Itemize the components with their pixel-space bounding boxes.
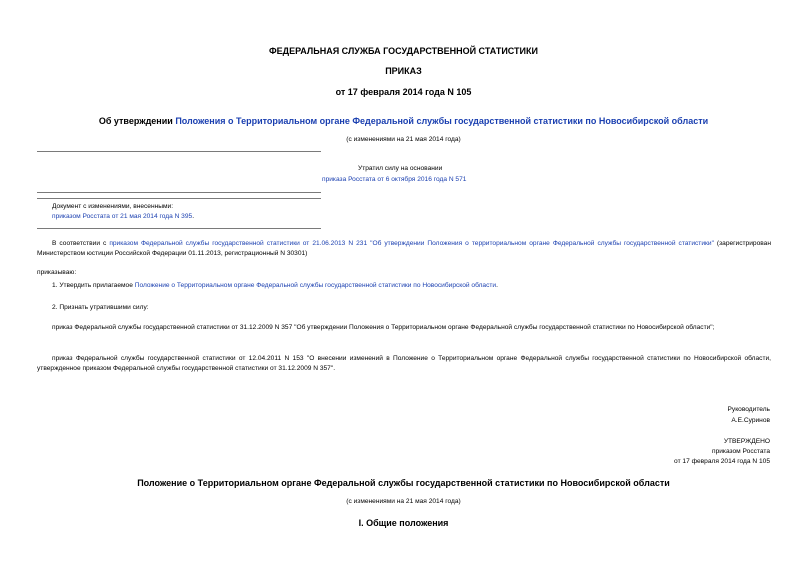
amended-note: (с изменениями на 21 мая 2014 года) [346, 136, 461, 143]
item-1-prefix: 1. Утвердить прилагаемое [52, 282, 135, 289]
changes-entry [52, 212, 194, 221]
approved-label: УТВЕРЖДЕНО [723, 438, 770, 445]
preamble-paragraph [37, 239, 771, 259]
preamble-suffix: (зарегистрирован Министерством юстиции Российской Федерации 01.11.2013, регистрационный N 30301) [37, 240, 771, 257]
regulation-link[interactable]: Положения о Территориальном органе Федеральной службы государственной статистики по Новосибирской области [175, 116, 709, 126]
expired-order-link[interactable]: приказа Росстата от 6 октября 2016 года N 571 [322, 176, 467, 183]
order-title-prefix: Об утверждении [98, 116, 176, 126]
regulation-amended-note: (с изменениями на 21 мая 2014 года) [346, 498, 461, 505]
divider [37, 228, 321, 229]
preamble-prefix: В соответствии с [52, 240, 110, 247]
repealed-order-2: приказ Федеральной службы государственной статистики от 12.04.2011 N 153 "О внесении изменений в Положение о Территориальном органе Федеральной службы государственной статистики по Новосибирской области, утвержденное приказом Федеральной службы государственной статистики от 31.12.2009 N 357". [37, 355, 771, 372]
item-1-suffix: . [496, 282, 498, 289]
preamble-order-link[interactable]: приказом Федеральной службы государственной статистики от 21.06.2013 N 231 "Об утверждении Положения о территориальном органе Федеральной службы государственной статистики" [109, 240, 714, 247]
doc-type-heading: ПРИКАЗ [385, 66, 422, 76]
signatory-role: Руководитель [727, 406, 770, 413]
amending-order-link[interactable]: приказом Росстата от 21 мая 2014 года N 395 [52, 213, 193, 220]
repealed-order-1: приказ Федеральной службы государственной статистики от 31.12.2009 N 357 "Об утверждении Положения о Территориальном органе Федеральной службы государственной статистики по Новосибирской области"; [52, 324, 715, 331]
order-word: приказываю: [37, 269, 77, 276]
agency-heading: ФЕДЕРАЛЬНАЯ СЛУЖБА ГОСУДАРСТВЕННОЙ СТАТИСТИКИ [269, 46, 538, 56]
signatory-name: А.Е.Суринов [731, 417, 770, 424]
divider [37, 192, 321, 193]
changes-suffix: . [192, 213, 195, 220]
divider [37, 198, 321, 199]
order-title [0, 116, 807, 126]
item-1-regulation-link[interactable]: Положение о Территориальном органе Федеральной службы государственной статистики по Новосибирской области [134, 282, 497, 289]
item-2: 2. Признать утратившими силу: [52, 304, 149, 311]
section-heading: I. Общие положения [358, 518, 449, 528]
expired-label: Утратил силу на основании [358, 165, 443, 172]
changes-label: Документ с изменениями, внесенными: [52, 203, 174, 210]
item-1 [52, 281, 498, 290]
approved-date: от 17 февраля 2014 года N 105 [674, 458, 770, 465]
order-date-heading: от 17 февраля 2014 года N 105 [335, 87, 472, 97]
divider [37, 151, 321, 152]
approved-by: приказом Росстата [712, 448, 770, 455]
regulation-title: Положение о Территориальном органе Федеральной службы государственной статистики по Новосибирской области [137, 478, 670, 488]
